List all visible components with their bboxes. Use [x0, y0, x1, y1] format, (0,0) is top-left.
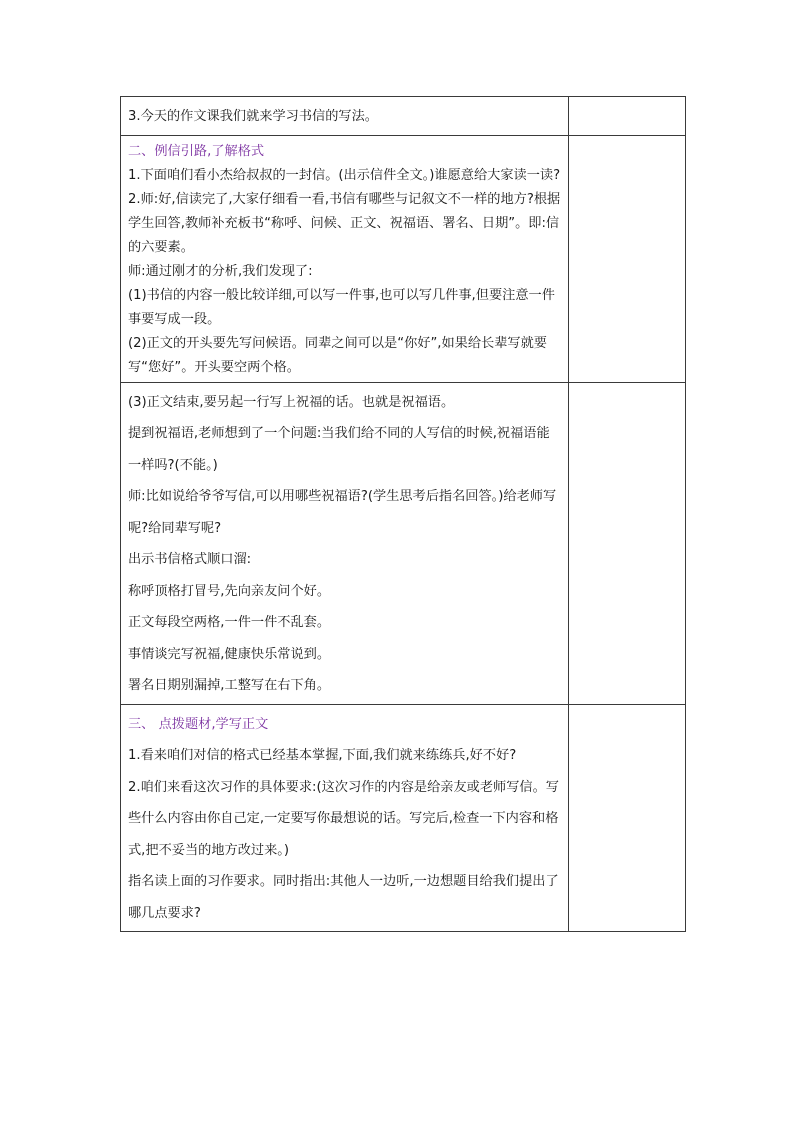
text-line: 称呼顶格打冒号,先向亲友问个好。 — [128, 583, 331, 599]
text-line: 事情谈完写祝福,健康快乐常说到。 — [128, 646, 331, 662]
text-line: 1.看来咱们对信的格式已经基本掌握,下面,我们就来练练兵,好不好? — [128, 748, 517, 763]
text-line: 师:通过刚才的分析,我们发现了: — [128, 263, 313, 279]
text-line: 3.今天的作文课我们就来学习书信的写法。 — [128, 109, 378, 124]
notes-cell — [569, 97, 686, 136]
notes-cell — [569, 382, 686, 704]
content-cell — [121, 382, 569, 704]
section-heading: 二、例信引路,了解格式 — [128, 143, 265, 159]
content-cell — [121, 135, 569, 382]
text-line: 提到祝福语,老师想到了一个问题:当我们给不同的人写信的时候,祝福语能一样吗?(不能。) — [128, 426, 550, 473]
table-row — [121, 135, 686, 382]
content-cell — [121, 704, 569, 932]
notes-cell — [569, 704, 686, 932]
text-line: 2.师:好,信读完了,大家仔细看一看,书信有哪些与记叙文不一样的地方?根据学生回答,教师补充板书“称呼、问候、正文、祝福语、署名、日期”。即:信的六要素。 — [128, 191, 561, 255]
table-row — [121, 97, 686, 136]
text-line: (1)书信的内容一般比较详细,可以写一件事,也可以写几件事,但要注意一件事要写成一段。 — [128, 287, 555, 327]
text-line: 师:比如说给爷爷写信,可以用哪些祝福语?(学生思考后指名回答。)给老师写呢?给同辈写呢? — [128, 489, 557, 536]
text-line: 1.下面咱们看小杰给叔叔的一封信。(出示信件全文。)谁愿意给大家读一读? — [128, 167, 561, 183]
notes-cell — [569, 135, 686, 382]
table-body — [121, 97, 686, 932]
text-line: 2.咱们来看这次习作的具体要求:(这次习作的内容是给亲友或老师写信。写些什么内容由你自己定,一定要写你最想说的话。写完后,检查一下内容和格式,把不妥当的地方改过来。) — [128, 779, 559, 858]
text-line: (2)正文的开头要先写问候语。同辈之间可以是“你好”,如果给长辈写就要写“您好”。开头要空两个格。 — [128, 335, 547, 375]
content-cell — [121, 97, 569, 136]
table-row — [121, 704, 686, 932]
text-line: 出示书信格式顺口溜: — [128, 552, 252, 567]
text-line: 指名读上面的习作要求。同时指出:其他人一边听,一边想题目给我们提出了哪几点要求? — [128, 874, 559, 921]
text-line: 署名日期别漏掉,工整写在右下角。 — [128, 678, 331, 693]
text-line: 正文每段空两格,一件一件不乱套。 — [128, 615, 331, 630]
text-line: (3)正文结束,要另起一行写上祝福的话。也就是祝福语。 — [128, 394, 455, 410]
table-row — [121, 382, 686, 704]
lesson-plan-table — [120, 96, 686, 932]
section-heading: 三、 点拨题材,学写正文 — [128, 716, 269, 732]
